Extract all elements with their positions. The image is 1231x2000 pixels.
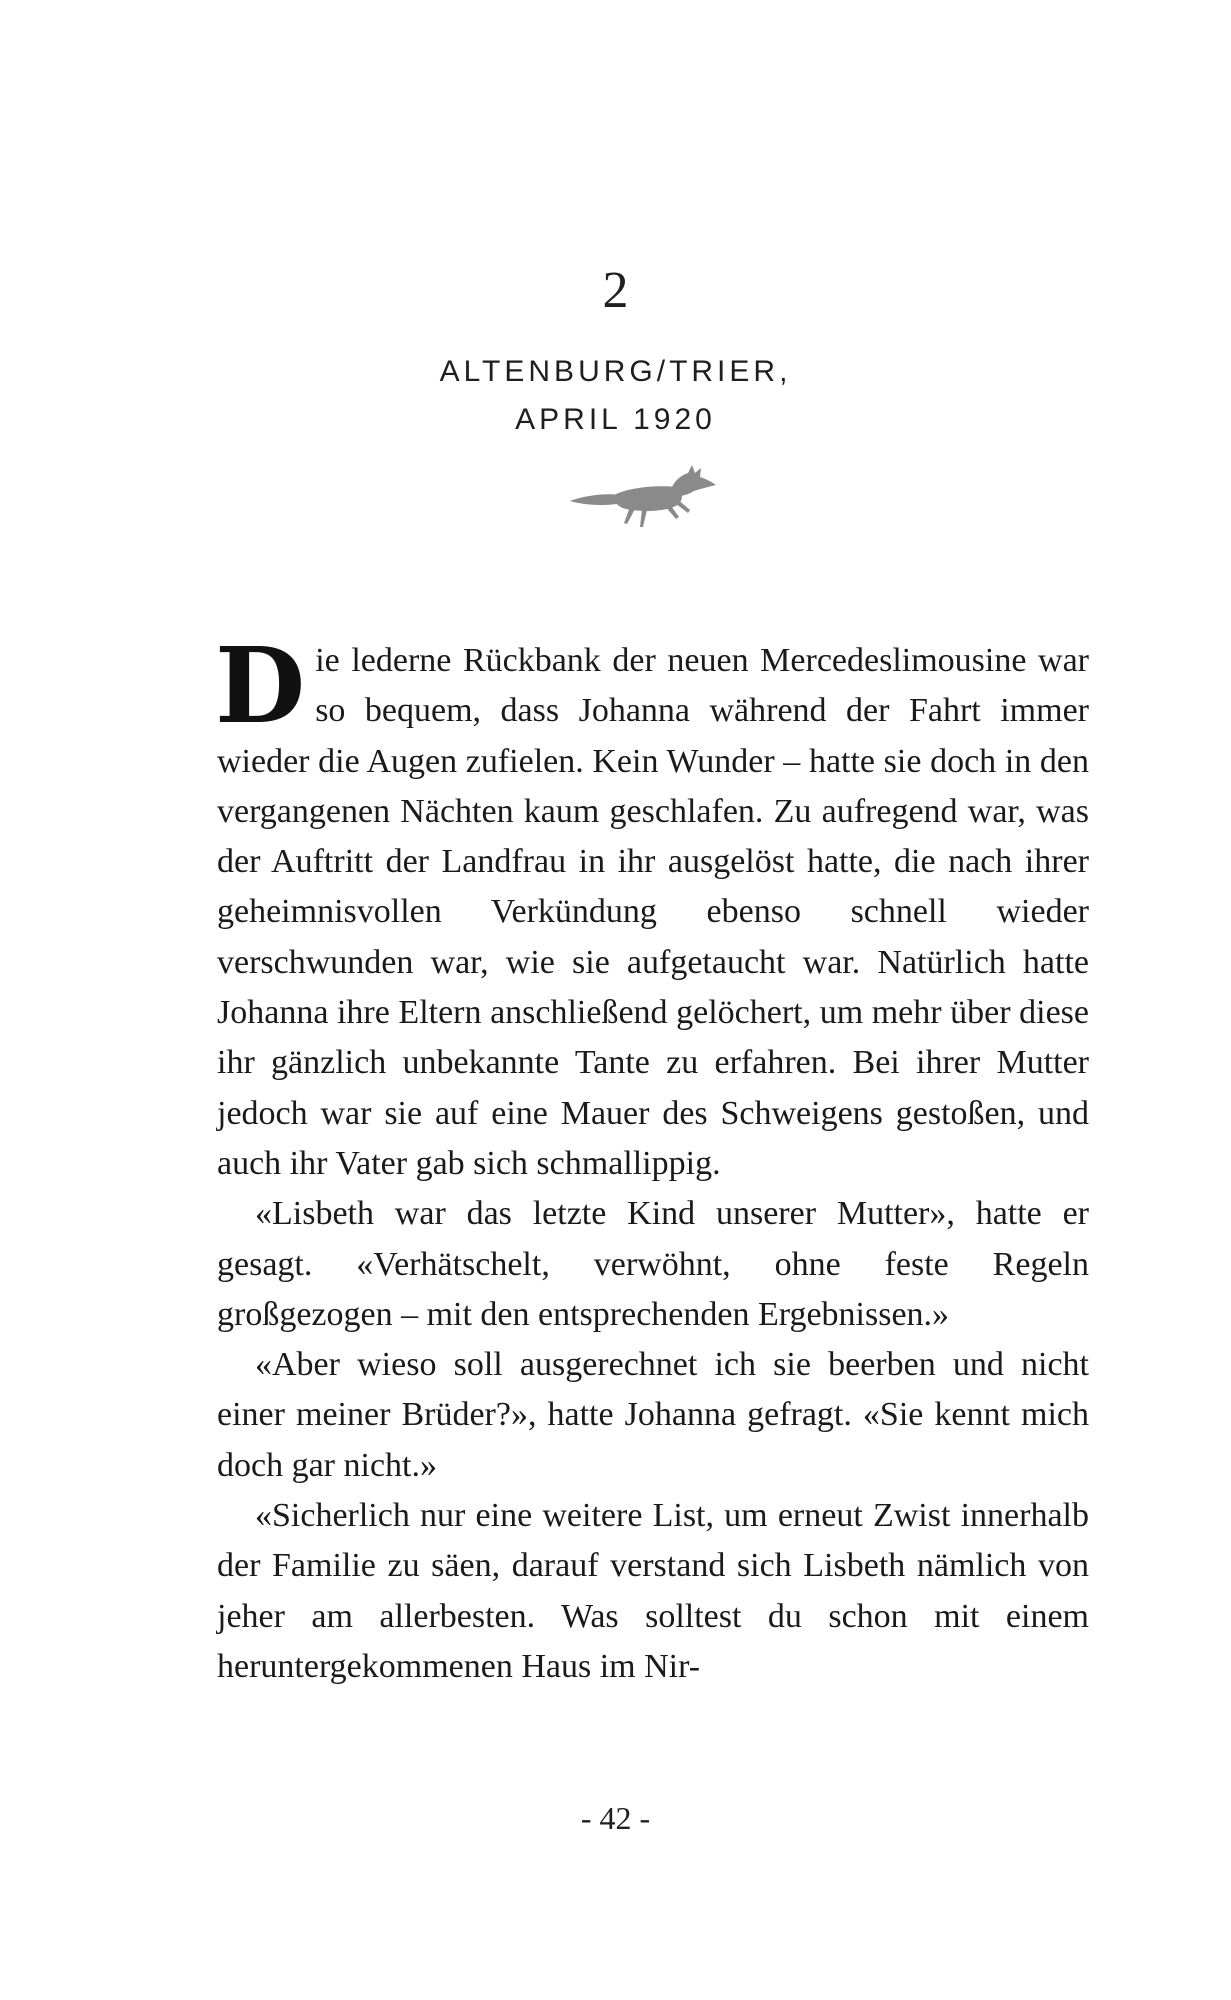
- paragraph-2: «Lisbeth war das letzte Kind unserer Mutter», hatte er gesagt. «Verhätschelt, verwöhnt, ohne feste Regeln großgezogen – mit den entsprechenden Ergebnissen.»: [217, 1195, 1089, 1333]
- chapter-number: 2: [602, 262, 629, 319]
- paragraph-4: «Sicherlich nur eine weitere List, um erneut Zwist innerhalb der Familie zu säen, darauf verstand sich Lisbeth nämlich von jeher am allerbesten. Was solltest du schon mit einem heruntergekommenen Haus im Nir-: [217, 1497, 1089, 1685]
- paragraph-3: «Aber wieso soll ausgerechnet ich sie beerben und nicht einer meiner Brüder?», hatte Johanna gefragt. «Sie kennt mich doch gar nicht.»: [217, 1346, 1089, 1484]
- page-number: - 42 -: [580, 1800, 651, 1836]
- fox-icon: [568, 465, 716, 537]
- drop-cap: D: [215, 624, 306, 747]
- chapter-heading-date: APRIL 1920: [515, 403, 716, 436]
- paragraph-1: [215, 624, 1089, 1189]
- chapter-heading-location: ALTENBURG/TRIER,: [439, 355, 792, 388]
- body-text: [215, 624, 1089, 1692]
- paragraph-1-text: ie lederne Rückbank der neuen Mercedeslimousine war so bequem, dass Johanna während der Fahrt immer wieder die Augen zufielen. Kein Wunder – hatte sie doch in den vergangenen Nächten kaum geschlafen. Zu aufregend war, was der Auftritt der Landfrau in ihr ausgelöst hatte, die nach ihrer geheimnisvollen Verkündung ebenso schnell wieder verschwunden war, wie sie aufgetaucht war. Natürlich hatte Johanna ihre Eltern anschließend gelöchert, um mehr über diese ihr gänzlich unbekannte Tante zu erfahren. Bei ihrer Mutter jedoch war sie auf eine Mauer des Schweigens gestoßen, und auch ihr Vater gab sich schmallippig.: [217, 642, 1089, 1182]
